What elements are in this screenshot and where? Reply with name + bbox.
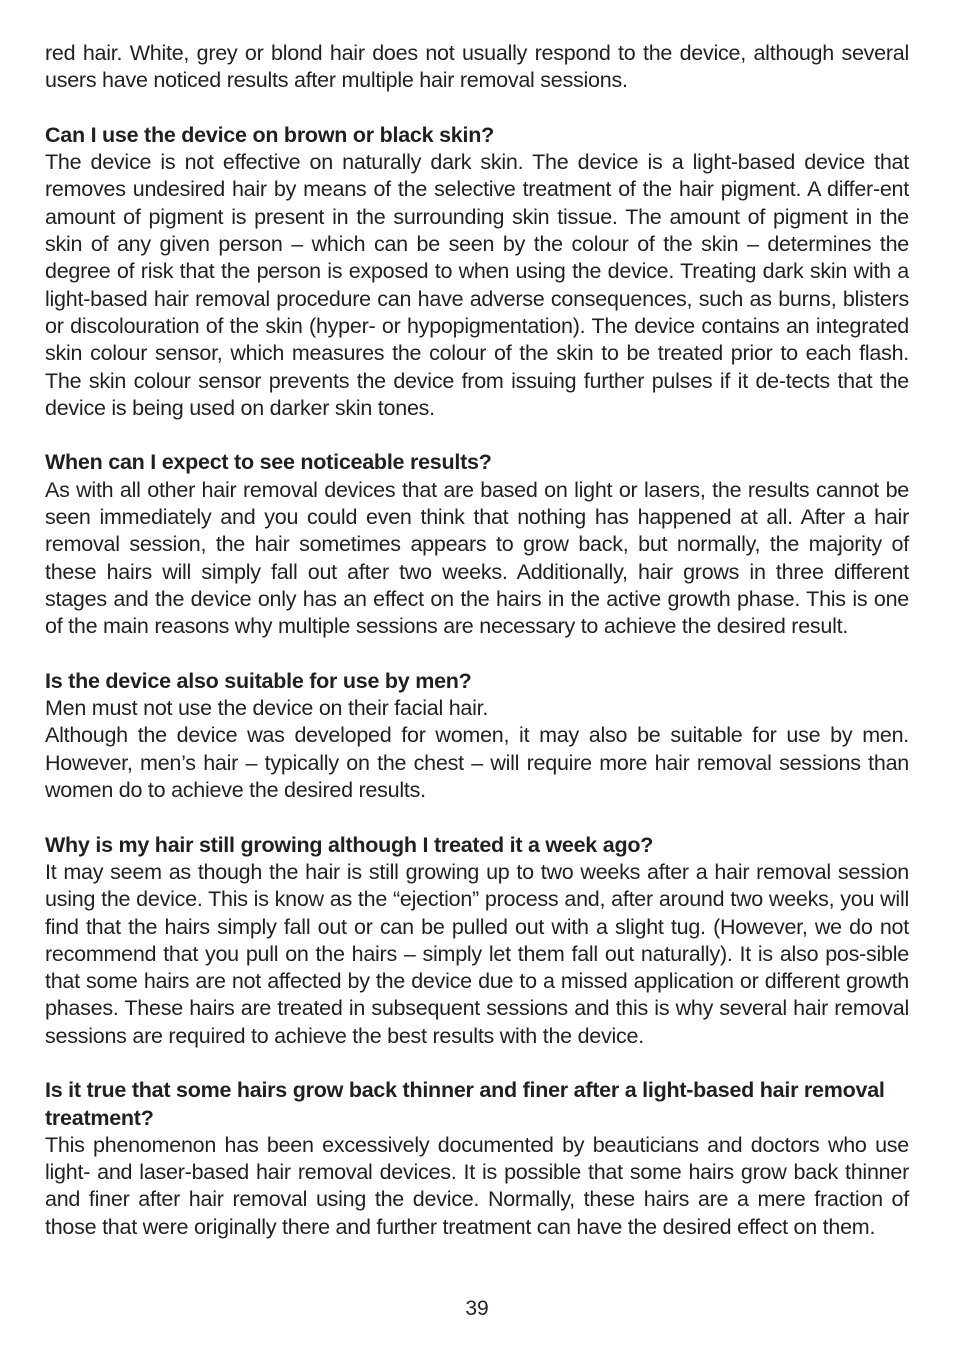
faq-question: Can I use the device on brown or black skin? [45, 122, 494, 147]
faq-section-still-growing [45, 832, 909, 1050]
faq-section-thinner-hair [45, 1077, 909, 1241]
faq-answer: As with all other hair removal devices that are based on light or lasers, the results cannot be seen immediately and you could even think that nothing has happened at all. After a hair removal session, the hair sometimes appears to grow back, but normally, the majority of these hairs will simply fall out after two weeks. Additionally, hair grows in three different stages and the device only has an effect on the hairs in the active growth phase. This is one of the main reasons why multiple sessions are necessary to achieve the desired result. [45, 477, 909, 639]
faq-question: When can I expect to see noticeable results? [45, 450, 492, 475]
faq-question: Why is my hair still growing although I treated it a week ago? [45, 832, 654, 857]
faq-question: Is the device also suitable for use by men? [45, 668, 472, 693]
manual-page-body [45, 40, 909, 1241]
page-number: 39 [465, 1297, 489, 1320]
faq-section-dark-skin [45, 122, 909, 422]
faq-section-results [45, 449, 909, 640]
faq-question: Is it true that some hairs grow back thinner and finer after a light-based hair removal treatment? [45, 1078, 885, 1130]
intro-paragraph: red hair. White, grey or blond hair does not usually respond to the device, although several users have noticed results after multiple hair removal sessions. [45, 41, 909, 93]
faq-answer: The device is not effective on naturally dark skin. The device is a light-based device that removes undesired hair by means of the selective treatment of the hair pigment. A differ-ent amount of pigment is present in the surrounding skin tissue. The amount of pigment in the skin of any given person – which can be seen by the colour of the skin – determines the degree of risk that the person is exposed to when using the device. Treating dark skin with a light-based hair removal procedure can have adverse consequences, such as burns, blisters or discolouration of the skin (hyper- or hypopigmentation). The device contains an integrated skin colour sensor, which measures the colour of the skin to be treated prior to each flash. The skin colour sensor prevents the device from issuing further pulses if it de-tects that the device is being used on darker skin tones. [45, 150, 909, 420]
faq-answer: Although the device was developed for women, it may also be suitable for use by men. However, men’s hair – typically on the chest – will require more hair removal sessions than women do to achieve the desired results. [45, 723, 909, 803]
faq-section-men [45, 668, 909, 804]
faq-answer: It may seem as though the hair is still growing up to two weeks after a hair removal session using the device. This is know as the “ejection” process and, after around two weeks, you will find that the hairs simply fall out or can be pulled out with a slight tug. (However, we do not recommend that you pull on the hairs – simply let them fall out naturally). It is also pos-sible that some hairs are not affected by the device due to a missed application or different growth phases. These hairs are treated in subsequent sessions and this is why several hair removal sessions are required to achieve the best results with the device. [45, 859, 909, 1048]
faq-answer: This phenomenon has been excessively documented by beauticians and doctors who use light- and laser-based hair removal devices. It is possible that some hairs grow back thinner and finer after hair removal using the device. Normally, these hairs are a mere fraction of those that were originally there and further treatment can have the desired effect on them. [45, 1132, 909, 1239]
faq-answer: Men must not use the device on their facial hair. [45, 696, 489, 721]
